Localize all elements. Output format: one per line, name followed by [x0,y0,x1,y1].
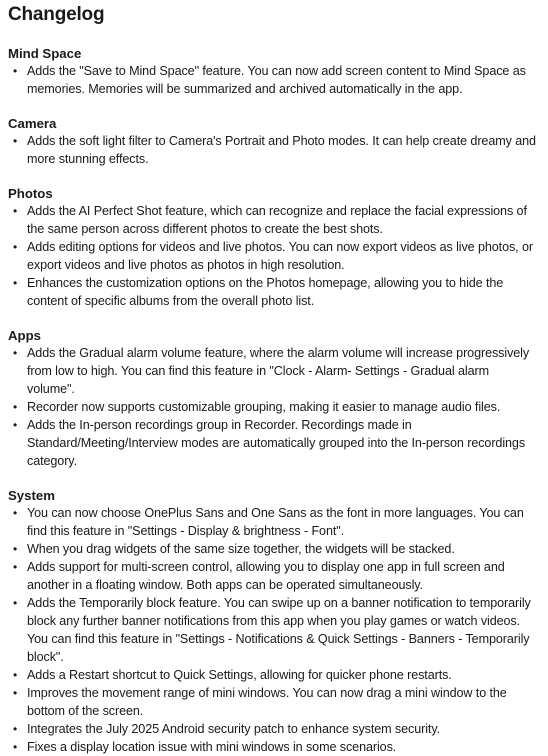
list-item-text: Adds the Temporarily block feature. You can swipe up on a banner notification to temporarily block any further banner notifications from this app when you play games or watch videos. You can find this feature in "Settings - Notifications & Quick Settings - Banners - Temporarily block". [27,596,531,664]
list-item [8,540,540,558]
section-title: Mind Space [8,46,82,61]
list-item-text: Improves the movement range of mini windows. You can now drag a mini window to the bottom of the screen. [27,686,507,718]
list-item-text: Adds the "Save to Mind Space" feature. You can now add screen content to Mind Space as memories. Memories will be summarized and archived automatically in the app. [27,64,526,96]
list-item-text: You can now choose OnePlus Sans and One Sans as the font in more languages. You can find this feature in "Settings - Display & brightness - Font". [27,506,524,538]
list-item-text: Adds editing options for videos and live photos. You can now export videos as live photos, or export videos and live photos as photos in high resolution. [27,240,533,272]
bullet-icon: • [13,276,18,290]
page-title: Changelog [8,4,105,25]
section-system [8,487,540,756]
list-item [8,398,540,416]
list-item [8,202,540,238]
bullet-icon: • [13,240,18,254]
bullet-icon: • [13,722,18,736]
list-item-text: Adds the In-person recordings group in Recorder. Recordings made in Standard/Meeting/Interview modes are automatically grouped into the In-person recordings category. [27,418,526,468]
bullet-icon: • [13,542,18,556]
bullet-icon: • [13,560,18,574]
bullet-icon: • [13,134,18,148]
changelog-list [8,504,540,756]
section-camera [8,115,540,168]
changelog-list [8,132,540,168]
list-item-text: Adds the AI Perfect Shot feature, which can recognize and replace the facial expressions of the same person across different photos to create the best shots. [27,204,527,236]
list-item-text: Adds the soft light filter to Camera's Portrait and Photo modes. It can help create dreamy and more stunning effects. [27,134,536,166]
section-mind-space [8,45,540,98]
section-title: Camera [8,116,57,131]
section-apps [8,327,540,470]
bullet-icon: • [13,668,18,682]
changelog-list [8,62,540,98]
bullet-icon: • [13,506,18,520]
bullet-icon: • [13,204,18,218]
list-item-text: Recorder now supports customizable grouping, making it easier to manage audio files. [27,400,501,414]
section-title: Apps [8,328,41,343]
list-item [8,504,540,540]
list-item-text: Adds the Gradual alarm volume feature, where the alarm volume will increase progressively from low to high. You can find this feature in "Clock - Alarm- Settings - Gradual alarm volume". [27,346,530,396]
bullet-icon: • [13,686,18,700]
list-item [8,720,540,738]
list-item-text: Enhances the customization options on the Photos homepage, allowing you to hide the content of specific albums from the overall photo list. [27,276,504,308]
bullet-icon: • [13,596,18,610]
list-item [8,62,540,98]
list-item [8,344,540,398]
section-title: Photos [8,186,53,201]
bullet-icon: • [13,346,18,360]
changelog-sections [8,45,540,756]
list-item-text: When you drag widgets of the same size together, the widgets will be stacked. [27,542,455,556]
bullet-icon: • [13,400,18,414]
changelog-list [8,202,540,310]
bullet-icon: • [13,64,18,78]
list-item [8,738,540,756]
list-item-text: Adds a Restart shortcut to Quick Settings, allowing for quicker phone restarts. [27,668,452,682]
list-item-text: Integrates the July 2025 Android security patch to enhance system security. [27,722,440,736]
list-item [8,132,540,168]
list-item [8,594,540,666]
list-item [8,416,540,470]
changelog-list [8,344,540,470]
list-item [8,666,540,684]
bullet-icon: • [13,418,18,432]
list-item-text: Fixes a display location issue with mini windows in some scenarios. [27,740,397,754]
list-item [8,684,540,720]
bullet-icon: • [13,740,18,754]
section-title: System [8,488,55,503]
list-item [8,274,540,310]
list-item [8,238,540,274]
list-item-text: Adds support for multi-screen control, allowing you to display one app in full screen and another in a floating window. Both apps can be operated simultaneously. [27,560,505,592]
section-photos [8,185,540,310]
list-item [8,558,540,594]
